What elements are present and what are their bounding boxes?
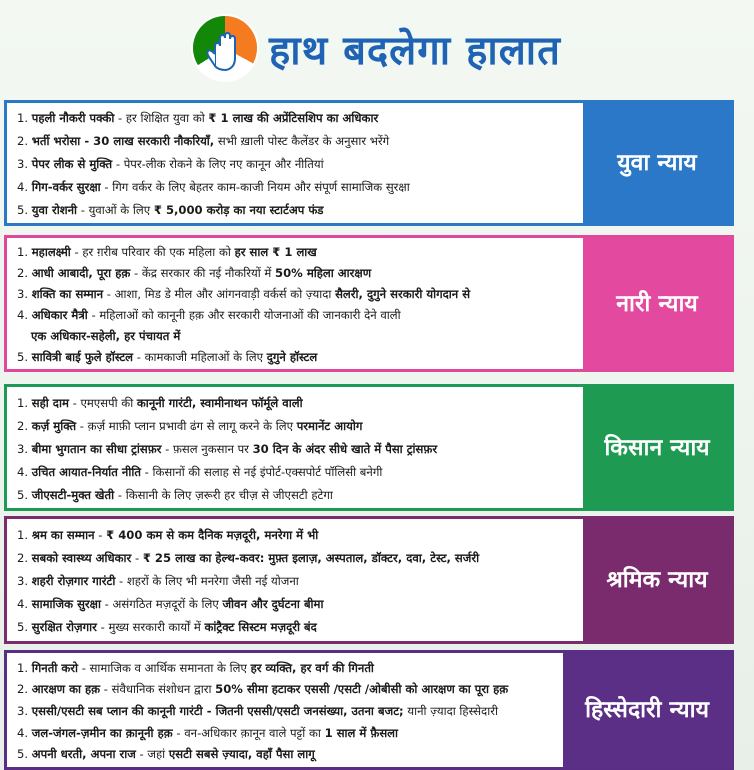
list-item: 1. पहली नौकरी पक्की - हर शिक्षित युवा को ₹ 1 लाख की अप्रेंटिसशिप का अधिकार [17,111,379,126]
list-item: 3. शहरी रोज़गार गारंटी - शहरों के लिए भी मनरेगा जैसी नई योजना [17,573,299,588]
list-item: 2. आरक्षण का हक़ - संवैधानिक संशोधन द्वारा 50% सीमा हटाकर एससी /एसटी /ओबीसी को आरक्षण का पूरा हक़ [17,682,509,697]
list-item: 2. भर्ती भरोसा - 30 लाख सरकारी नौकरियाँ, सभी ख़ाली पोस्ट कैलेंडर के अनुसार भरेंगे [17,134,390,149]
list-item: 1. सही दाम - एमएसपी की कानूनी गारंटी, स्वामीनाथन फॉर्मूले वाली [17,395,303,410]
section-kisan-nyay [4,384,734,511]
section-nari-nyay [4,235,734,372]
section-label: नारी न्याय [583,238,731,369]
list-item: 1. गिनती करो - सामाजिक व आर्थिक समानता के लिए हर व्यक्ति, हर वर्ग की गिनती [17,660,374,675]
page-title: हाथ बदलेगा हालात [269,27,561,74]
list-item: 3. पेपर लीक से मुक्ति - पेपर-लीक रोकने के लिए नए कानून और नीतियां [17,156,324,171]
section-label: युवा न्याय [583,103,731,223]
list-item: 5. अपनी धरती, अपना राज - जहां एसटी सबसे ज़्यादा, वहाँ पैसा लागू [17,747,315,762]
list-item: 5. जीएसटी-मुक्त खेती - किसानी के लिए ज़रूरी हर चीज़ से जीएसटी हटेगा [17,487,333,502]
list-item: 2. कर्ज़ मुक्ति - क़र्ज़ माफ़ी प्लान प्रभावी ढंग से लागू करने के लिए परमानेंट आयोग [17,418,363,433]
list-item: 1. श्रम का सम्मान - ₹ 400 कम से कम दैनिक मज़दूरी, मनरेगा में भी [17,527,319,542]
section-yuva-nyay [4,100,734,226]
item-list [7,387,583,508]
section-shramik-nyay [4,516,734,644]
header [0,0,754,96]
section-hissedari-nyay [4,650,734,770]
hand-icon [193,16,257,80]
item-list [7,653,563,767]
list-item: 5. युवा रोशनी - युवाओं के लिए ₹ 5,000 करोड़ का नया स्टार्टअप फंड [17,202,324,217]
list-item: 4. उचित आयात-निर्यात नीति - किसानों की सलाह से नई इंपोर्ट-एक्सपोर्ट पॉलिसी बनेगी [17,464,383,479]
list-item: 1. महालक्ष्मी - हर ग़रीब परिवार की एक महिला को हर साल ₹ 1 लाख [17,245,317,260]
list-item: 4. गिग-वर्कर सुरक्षा - गिग वर्कर के लिए बेहतर काम-काजी नियम और संपूर्ण सामाजिक सुरक्षा [17,179,410,194]
list-item: 3. एससी/एसटी सब प्लान की कानूनी गारंटी - जितनी एससी/एसटी जनसंख्या, उतना बजट; यानी ज़्यादा हिस्सेदारी [17,703,498,718]
list-item: 3. बीमा भुगतान का सीधा ट्रांसफ़र - फ़सल नुकसान पर 30 दिन के अंदर सीधे खाते में पैसा ट्रांसफ़र [17,441,438,456]
item-list [7,519,583,641]
list-item: एक अधिकार-सहेली, हर पंचायत में [31,328,181,343]
section-label: किसान न्याय [583,387,731,508]
list-item: 2. सबको स्वास्थ्य अधिकार - ₹ 25 लाख का हेल्थ-कवर: मुफ़्त इलाज़, अस्पताल, डॉक्टर, दवा, टेस्ट, सर्जरी [17,550,480,565]
section-label: श्रमिक न्याय [583,519,731,641]
list-item: 5. सावित्री बाई फुले हॉस्टल - कामकाजी महिलाओं के लिए दुगुने हॉस्टल [17,349,318,364]
section-label: हिस्सेदारी न्याय [563,653,731,767]
list-item: 4. जल-जंगल-ज़मीन का क़ानूनी हक़ - वन-अधिकार क़ानून वाले पट्टों का 1 साल में फ़ैसला [17,725,399,740]
list-item: 5. सुरक्षित रोज़गार - मुख्य सरकारी कार्यों में कांट्रैक्ट सिस्टम मज़दूरी बंद [17,620,317,635]
item-list [7,238,583,369]
list-item: 2. आधी आबादी, पूरा हक़ - केंद्र सरकार की नई नौकरियों में 50% महिला आरक्षण [17,266,372,281]
list-item: 4. सामाजिक सुरक्षा - असंगठित मज़दूरों के लिए जीवन और दुर्घटना बीमा [17,597,324,612]
list-item: 4. अधिकार मैत्री - महिलाओं को कानूनी हक़ और सरकारी योजनाओं की जानकारी देने वाली [17,307,401,322]
list-item: 3. शक्ति का सम्मान - आशा, मिड डे मील और आंगनवाड़ी वर्कर्स को ज़्यादा सैलरी, दुगुने सरकारी योगदान से [17,287,471,302]
item-list [7,103,583,223]
